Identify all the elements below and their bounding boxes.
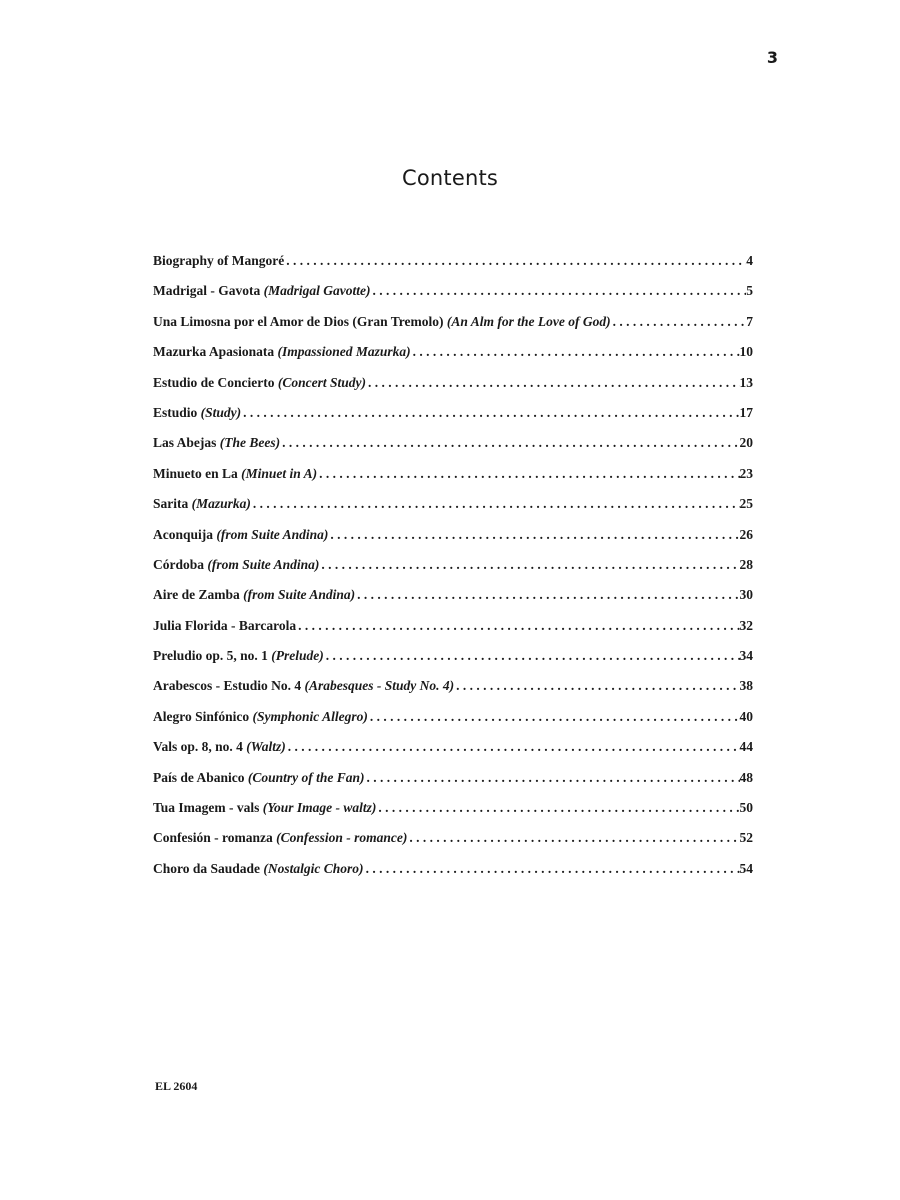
toc-entry [153,587,753,617]
dot-leader [317,466,739,482]
toc-entry-title-english: (Confession - romance) [276,830,408,846]
toc-entry-title-english: (Your Image - waltz) [262,800,377,816]
toc-entry-page: 26 [739,526,753,542]
toc-entry-title [153,678,454,694]
toc-entry-title-main: Choro da Saudade [153,860,261,876]
toc-entry-title-main: Alegro Sinfónico [153,708,250,724]
toc-entry [153,344,753,374]
toc-entry-title-english: (Mazurka) [191,496,251,512]
catalog-code: EL 2604 [155,1079,198,1093]
toc-entry-title [153,557,319,573]
toc-entry-page: 20 [739,435,753,451]
toc-entry-title-main: Sarita [153,496,189,512]
toc-entry-title-english: (from Suite Andina) [216,526,329,542]
toc-entry-page: 13 [739,374,753,390]
toc-entry-title-main: Vals op. 8, no. 4 [153,739,243,755]
toc-entry-page: 5 [746,283,753,299]
toc-entry-page: 54 [739,860,753,876]
toc-entry [153,557,753,587]
toc-entry-title-english: (from Suite Andina) [243,587,356,603]
dot-leader [286,739,740,755]
toc-entry-title [153,830,407,846]
dot-leader [368,709,740,725]
toc-entry [153,527,753,557]
toc-entry-page: 25 [739,496,753,512]
toc-entry-page: 48 [739,769,753,785]
page-number: 3 [766,48,778,67]
toc-entry-title-main: Aconquija [153,526,214,542]
toc-entry [153,375,753,405]
toc-entry-title-main: Arabescos - Estudio No. 4 [153,678,302,694]
toc-entry [153,496,753,526]
toc-entry [153,709,753,739]
toc-entry-title [153,527,328,543]
toc-entry-title [153,496,251,512]
toc-entry-title [153,739,286,755]
toc-entry [153,314,753,344]
toc-entry-title-main: País de Abanico [153,769,245,785]
dot-leader [407,830,739,846]
dot-leader [319,557,739,573]
toc-entry-title-english: (An Alm for the Love of God) [446,313,611,329]
toc-entry-title-english: (Nostalgic Choro) [263,860,364,876]
toc-entry [153,648,753,678]
toc-entry-title-main: Estudio de Concierto [153,374,275,390]
toc-entry-title [153,618,296,634]
toc-entry-title-main: Una Limosna por el Amor de Dios (Gran Tremolo) [153,313,444,329]
dot-leader [411,344,740,360]
toc-entry-page: 38 [739,678,753,694]
toc-entry [153,739,753,769]
toc-entry-page: 28 [739,556,753,572]
toc-entry-title-english: (Country of the Fan) [247,769,365,785]
toc-entry [153,678,753,708]
toc-entry-title-main: Confesión - romanza [153,830,273,846]
toc-entry-page: 17 [739,404,753,420]
toc-entry-title [153,405,241,421]
toc-entry [153,770,753,800]
dot-leader [296,618,739,634]
toc-entry [153,283,753,313]
dot-leader [366,375,739,391]
toc-entry [153,800,753,830]
toc-entry-title [153,770,365,786]
toc-entry-title [153,314,611,330]
toc-entry-title-english: (Madrigal Gavotte) [263,283,371,299]
toc-entry [153,861,753,891]
toc-entry-page: 30 [739,587,753,603]
toc-entry-page: 23 [739,465,753,481]
dot-leader [364,861,740,877]
toc-entry [153,830,753,860]
toc-entry-page: 10 [739,344,753,360]
toc-entry-title [153,861,364,877]
toc-entry-title-english: (Symphonic Allegro) [252,708,368,724]
toc-entry-title-main: Estudio [153,404,198,420]
toc-entry-title-english: (Minuet in A) [241,465,318,481]
toc-entry-page: 50 [739,800,753,816]
toc-entry [153,466,753,496]
toc-entry-title [153,283,371,299]
toc-entry-title-main: Aire de Zamba [153,587,240,603]
dot-leader [324,648,740,664]
toc-entry-title [153,800,376,816]
toc-entry-title-main: Julia Florida - Barcarola [153,617,297,633]
toc-entry-title-english: (Arabesques - Study No. 4) [304,678,455,694]
toc-entry-page: 40 [739,708,753,724]
toc-entry-title-english: (Waltz) [246,739,286,755]
dot-leader [355,587,739,603]
toc-entry-title-main: Biography of Mangoré [153,253,285,268]
toc-entry-page: 34 [739,648,753,664]
toc-entry-title [153,253,284,269]
toc-entry-title-english: (Study) [200,404,242,420]
toc-entry-title-main: Minueto en La [153,465,238,481]
toc-entry-title-main: Madrigal - Gavota [153,283,261,299]
toc-entry [153,253,753,283]
toc-entry-title [153,435,280,451]
dot-leader [328,527,739,543]
toc-entry-page: 44 [739,739,753,755]
toc-entry-title-main: Las Abejas [153,435,217,451]
toc-entry-page: 52 [739,830,753,846]
toc-entry-title [153,709,368,725]
toc-entry-title-english: (Impassioned Mazurka) [277,344,411,360]
page-title: Contents [401,166,499,190]
toc-entry-title-main: Tua Imagem - vals [153,800,260,816]
toc-entry-title [153,648,324,664]
toc-entry-page: 32 [739,617,753,633]
toc-entry-title-english: (Concert Study) [277,374,367,390]
toc-entry-title-english: (Prelude) [271,648,324,664]
toc-entry [153,618,753,648]
dot-leader [365,770,740,786]
table-of-contents [153,253,753,891]
toc-entry-title-main: Mazurka Apasionata [153,344,275,360]
toc-entry-title-main: Preludio op. 5, no. 1 [153,648,268,664]
dot-leader [241,405,739,421]
dot-leader [251,496,740,512]
dot-leader [371,283,747,299]
toc-entry-title-main: Córdoba [153,556,205,572]
toc-entry-title [153,344,411,360]
toc-entry [153,435,753,465]
toc-entry-title [153,466,317,482]
dot-leader [280,435,739,451]
dot-leader [284,253,746,269]
toc-entry-page: 4 [746,253,753,268]
toc-entry-title-english: (The Bees) [219,435,281,451]
toc-entry-title [153,375,366,391]
dot-leader [454,678,739,694]
toc-entry-page: 7 [746,313,753,329]
dot-leader [376,800,739,816]
toc-entry [153,405,753,435]
dot-leader [611,314,747,330]
toc-entry-title [153,587,355,603]
toc-entry-title-english: (from Suite Andina) [207,556,320,572]
